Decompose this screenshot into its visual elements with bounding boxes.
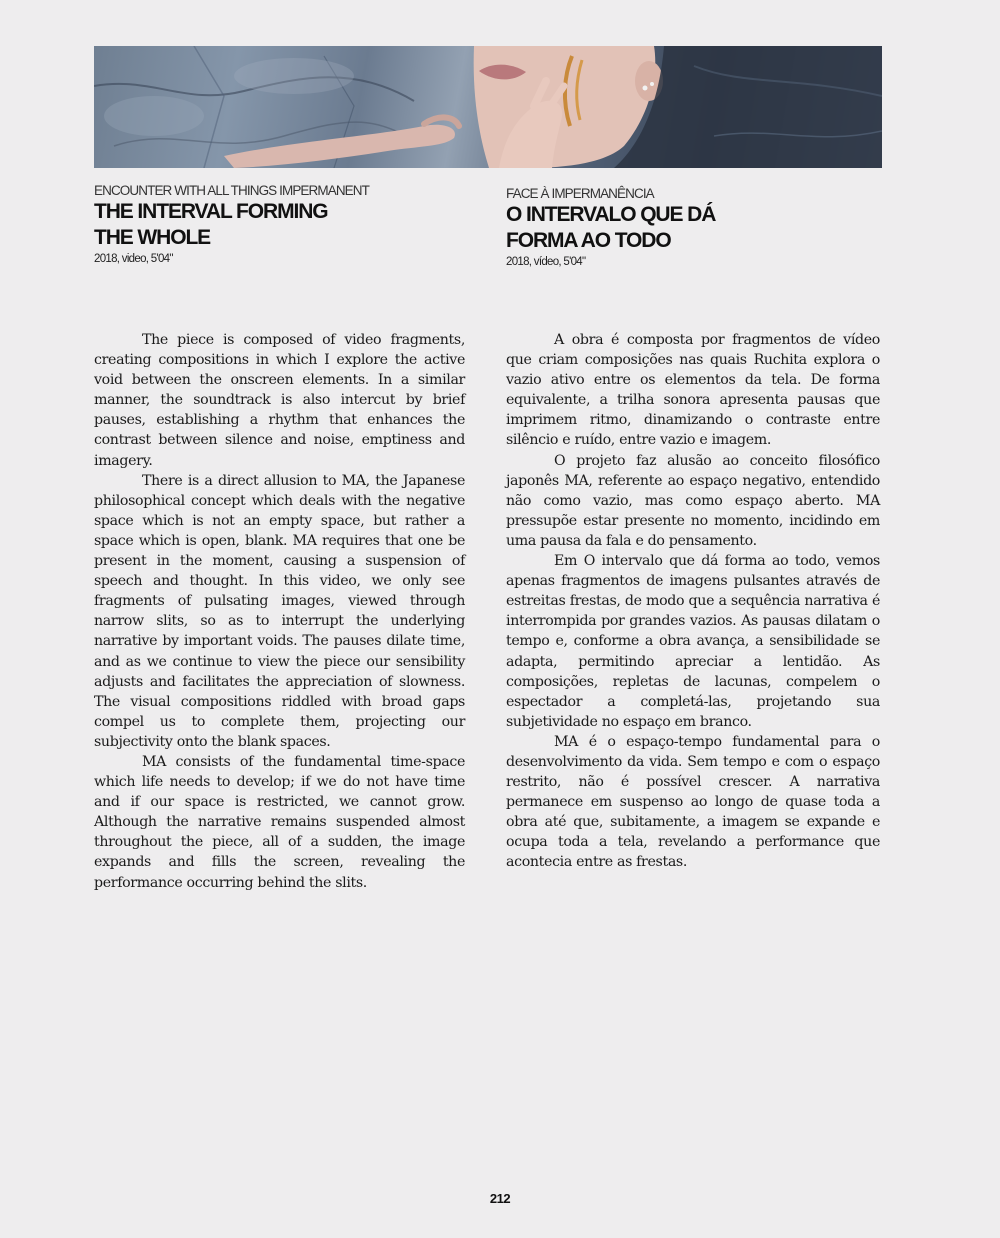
portuguese-paragraph: A obra é composta por fragmentos de vídeo que criam composições nas quais Ruchita explora o vazio ativo entre os elementos da tela. De forma equivalente, a trilha sonora apresenta pausas que imprimem ritmo, dinamizando o contraste entre silêncio e ruído, entre vazio e imagem.	[506, 332, 880, 449]
banner-photo	[94, 46, 882, 168]
portuguese-heading	[506, 186, 715, 268]
portuguese-title-line1: O INTERVALO QUE DÁ	[506, 203, 716, 226]
english-kicker: ENCOUNTER WITH ALL THINGS IMPERMANENT	[94, 183, 369, 198]
english-heading	[94, 183, 369, 265]
english-paragraph: There is a direct allusion to MA, the Japanese philosophical concept which deals with the negative space which is not an empty space, but rather a space which is open, blank. MA requires that one be present in the moment, causing a suspension of speech and thought. In this video, we only see fragments of pulsating images, viewed through narrow slits, so as to interrupt the underlying narrative by important voids. The pauses dilate time, and as we continue to view the piece our sensibility adjusts and facilitates the appreciation of slowness. The visual compositions riddled with broad gaps compel us to complete them, projecting our subjectivity onto the blank spaces.	[94, 472, 465, 750]
english-paragraph: The piece is composed of video fragments, creating compositions in which I explore the active void between the onscreen elements. In a similar manner, the soundtrack is also intercut by brief pauses, establishing a rhythm that enhances the contrast between silence and noise, emptiness and imagery.	[94, 332, 465, 469]
page-number: 212	[489, 1191, 511, 1206]
portuguese-title-line2: FORMA AO TODO	[506, 229, 671, 252]
portuguese-meta: 2018, vídeo, 5'04"	[506, 256, 586, 268]
english-meta: 2018, video, 5'04"	[94, 253, 173, 265]
english-title-line1: THE INTERVAL FORMING	[94, 200, 328, 223]
english-title-line2: THE WHOLE	[94, 226, 211, 249]
portuguese-body	[506, 330, 880, 873]
english-paragraph: MA consists of the fundamental time-space which life needs to develop; if we do not have time and if our space is restricted, we cannot grow. Although the narrative remains suspended almost throughout the piece, all of a sudden, the image expands and fills the screen, revealing the performance occurring behind the slits.	[94, 753, 465, 891]
portuguese-paragraph: Em O intervalo que dá forma ao todo, vemos apenas fragmentos de imagens pulsantes através de estreitas frestas, de modo que a sequência narrativa é interrompida por grandes vazios. As pausas dilatam o tempo e, conforme a obra avança, a sensibilidade se adapta, permitindo apreciar a lentidão. As composições, repletas de lacunas, compelem o espectador a completá-las, projetando sua subjetividade no espaço em branco.	[506, 553, 880, 730]
banner-photo-drawing	[94, 46, 882, 168]
portuguese-paragraph: MA é o espaço-tempo fundamental para o desenvolvimento da vida. Sem tempo e com o espaço restrito, não é possível crescer. A narrativa permanece em suspenso ao longo de quase toda a obra até que, subitamente, a imagem se expande e ocupa toda a tela, revelando a performance que acontecia entre as frestas.	[506, 733, 880, 871]
portuguese-kicker: FACE À IMPERMANÊNCIA	[506, 186, 654, 201]
english-body	[94, 330, 465, 893]
portuguese-paragraph: O projeto faz alusão ao conceito filosófico japonês MA, referente ao espaço negativo, entendido não como vazio, mas como espaço aberto. MA pressupõe estar presente no momento, incidindo em uma pausa da fala e do pensamento.	[506, 452, 880, 549]
